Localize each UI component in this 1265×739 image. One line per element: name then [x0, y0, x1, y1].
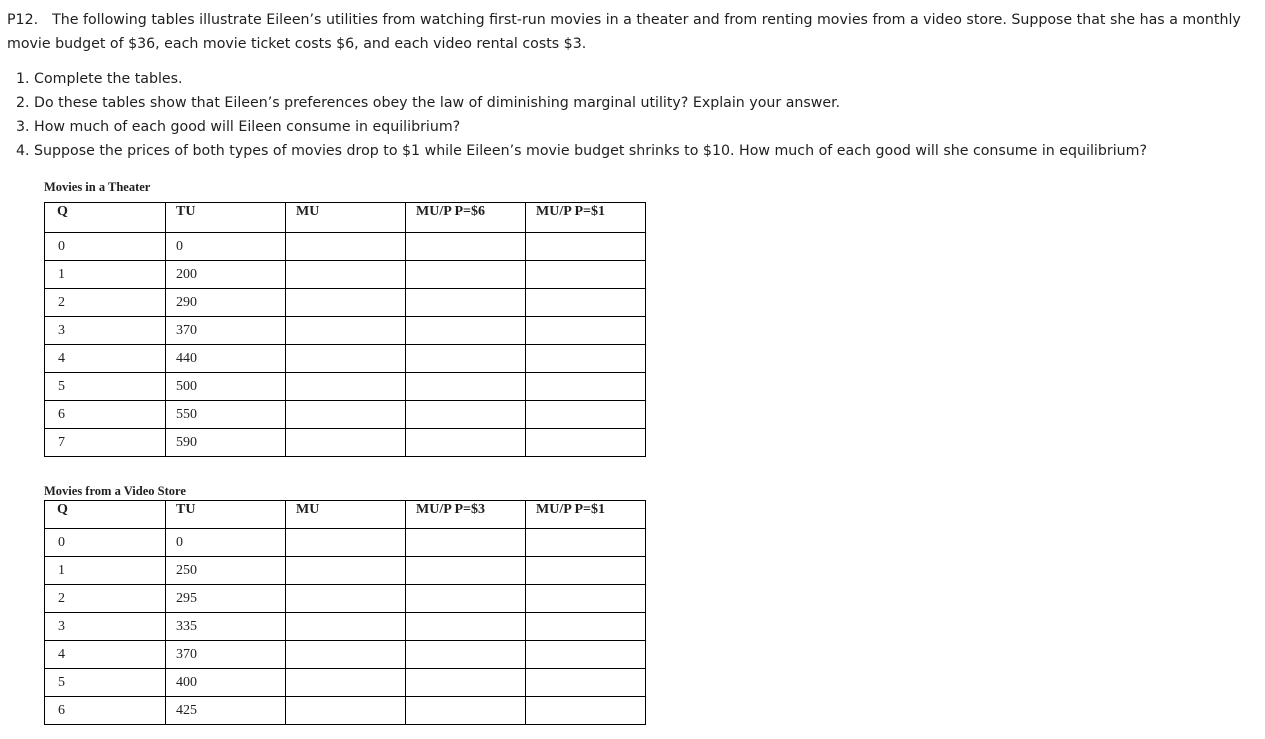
tu-cell: 250 [166, 557, 286, 585]
table-row [45, 641, 646, 669]
mu-p-cell [526, 401, 646, 429]
q-cell: 3 [45, 613, 166, 641]
table-row [45, 429, 646, 457]
mu-p-cell [526, 373, 646, 401]
mu-p-cell [406, 317, 526, 345]
tu-cell: 0 [166, 529, 286, 557]
mu-cell [286, 557, 406, 585]
table-row [45, 697, 646, 725]
problem-intro [7, 8, 1257, 56]
tu-cell: 0 [166, 233, 286, 261]
mu-p-cell [406, 373, 526, 401]
mu-p-cell [406, 529, 526, 557]
column-header-mu: MU [286, 501, 406, 529]
tu-cell: 290 [166, 289, 286, 317]
tu-cell: 295 [166, 585, 286, 613]
column-header-mu-p-1: MU/P P=$1 [526, 501, 646, 529]
table-row [45, 585, 646, 613]
mu-p-cell [406, 613, 526, 641]
mu-p-cell [526, 317, 646, 345]
table-row [45, 373, 646, 401]
mu-cell [286, 697, 406, 725]
q-cell: 6 [45, 697, 166, 725]
mu-p-cell [526, 557, 646, 585]
problem-number: P12. [7, 12, 39, 28]
mu-cell [286, 401, 406, 429]
mu-p-cell [526, 345, 646, 373]
mu-p-cell [526, 585, 646, 613]
column-header-tu: TU [166, 203, 286, 233]
column-header-mu-p-1: MU/P P=$1 [526, 203, 646, 233]
question-item: 2. Do these tables show that Eileen’s preferences obey the law of diminishing marginal utility? Explain your answer. [16, 95, 841, 111]
tu-cell: 335 [166, 613, 286, 641]
mu-cell [286, 261, 406, 289]
mu-p-cell [406, 401, 526, 429]
mu-p-cell [526, 429, 646, 457]
mu-cell [286, 613, 406, 641]
mu-cell [286, 429, 406, 457]
tu-cell: 200 [166, 261, 286, 289]
mu-p-cell [526, 529, 646, 557]
q-cell: 5 [45, 669, 166, 697]
column-header-mu: MU [286, 203, 406, 233]
mu-cell [286, 373, 406, 401]
q-cell: 7 [45, 429, 166, 457]
table-row [45, 401, 646, 429]
table-row [45, 289, 646, 317]
mu-cell [286, 641, 406, 669]
mu-p-cell [526, 261, 646, 289]
mu-cell [286, 233, 406, 261]
q-cell: 0 [45, 233, 166, 261]
tu-cell: 400 [166, 669, 286, 697]
mu-p-cell [526, 669, 646, 697]
mu-p-cell [406, 429, 526, 457]
mu-p-cell [526, 233, 646, 261]
tu-cell: 500 [166, 373, 286, 401]
mu-p-cell [406, 289, 526, 317]
question-list [16, 67, 1147, 163]
mu-p-cell [406, 345, 526, 373]
q-cell: 6 [45, 401, 166, 429]
q-cell: 0 [45, 529, 166, 557]
table-row [45, 233, 646, 261]
mu-cell [286, 345, 406, 373]
table-row [45, 613, 646, 641]
q-cell: 4 [45, 641, 166, 669]
q-cell: 1 [45, 557, 166, 585]
table-row [45, 317, 646, 345]
mu-p-cell [526, 289, 646, 317]
question-item: 3. How much of each good will Eileen consume in equilibrium? [16, 119, 461, 135]
mu-cell [286, 585, 406, 613]
mu-cell [286, 529, 406, 557]
theater-table [44, 202, 646, 457]
column-header-q: Q [45, 203, 166, 233]
tu-cell: 370 [166, 641, 286, 669]
mu-p-cell [406, 641, 526, 669]
table-row [45, 557, 646, 585]
tu-cell: 440 [166, 345, 286, 373]
mu-p-cell [526, 641, 646, 669]
theater-table-title: Movies in a Theater [44, 180, 151, 194]
mu-p-cell [406, 557, 526, 585]
q-cell: 2 [45, 289, 166, 317]
table-header-row [45, 501, 646, 529]
q-cell: 4 [45, 345, 166, 373]
table-header-row [45, 203, 646, 233]
table-row [45, 345, 646, 373]
mu-p-cell [526, 697, 646, 725]
mu-p-cell [406, 669, 526, 697]
problem-intro-text: The following tables illustrate Eileen’s utilities from watching first-run movies in a theater and from renting movies from a video store. Suppose that she has a monthly movie budget of $36, each movie ticket costs $6, and each video rental costs $3. [7, 12, 1241, 52]
mu-p-cell [406, 697, 526, 725]
mu-p-cell [526, 613, 646, 641]
question-item: 4. Suppose the prices of both types of movies drop to $1 while Eileen’s movie budget shrinks to $10. How much of each good will she consume in equilibrium? [16, 143, 1147, 159]
tu-cell: 590 [166, 429, 286, 457]
q-cell: 5 [45, 373, 166, 401]
q-cell: 1 [45, 261, 166, 289]
mu-p-cell [406, 585, 526, 613]
table-row [45, 529, 646, 557]
tu-cell: 425 [166, 697, 286, 725]
column-header-q: Q [45, 501, 166, 529]
mu-cell [286, 317, 406, 345]
table-row [45, 261, 646, 289]
mu-p-cell [406, 233, 526, 261]
q-cell: 2 [45, 585, 166, 613]
table-row [45, 669, 646, 697]
question-item: 1. Complete the tables. [16, 71, 183, 87]
column-header-tu: TU [166, 501, 286, 529]
column-header-mu-p-6: MU/P P=$6 [406, 203, 526, 233]
mu-cell [286, 669, 406, 697]
q-cell: 3 [45, 317, 166, 345]
video-table [44, 500, 646, 725]
mu-cell [286, 289, 406, 317]
mu-p-cell [406, 261, 526, 289]
tu-cell: 370 [166, 317, 286, 345]
tu-cell: 550 [166, 401, 286, 429]
column-header-mu-p-3: MU/P P=$3 [406, 501, 526, 529]
video-table-title: Movies from a Video Store [44, 484, 186, 498]
